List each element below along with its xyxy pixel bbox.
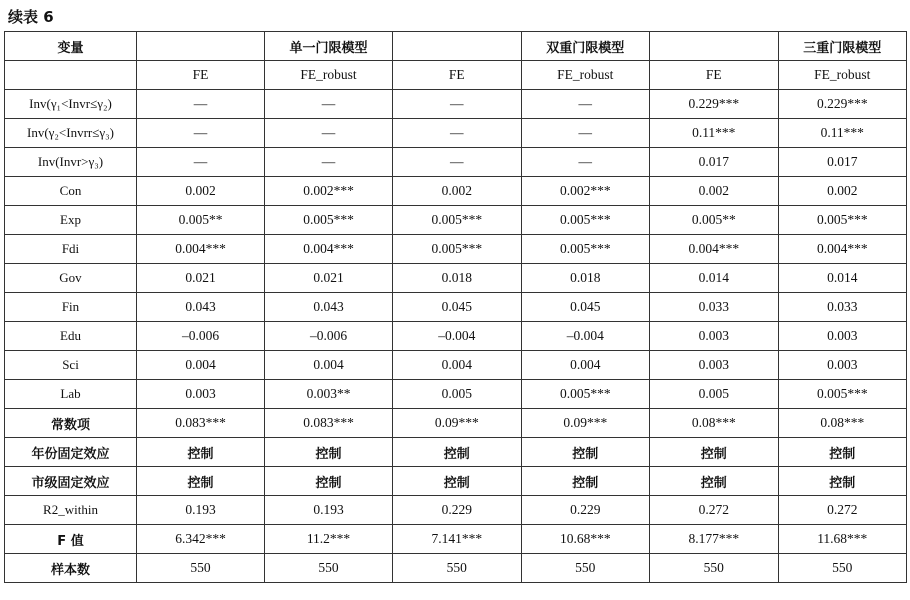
table-cell: 0.045 (393, 293, 522, 322)
table-cell: — (265, 148, 393, 177)
table-cell: 0.021 (265, 264, 393, 293)
row-variable-label: 市级固定效应 (5, 467, 137, 496)
model-header: FE (650, 61, 779, 90)
table-cell: 0.229*** (778, 90, 907, 119)
row-variable-label: Inv(γ₂<Invrr≤γ₃) (5, 119, 137, 148)
table-cell: 0.045 (521, 293, 650, 322)
table-cell: — (393, 90, 522, 119)
regression-table (4, 31, 907, 583)
table-cell: 0.003 (650, 351, 779, 380)
table-cell: 0.005 (650, 380, 779, 409)
table-cell: — (521, 148, 650, 177)
row-variable-label: Inv(γ₁<Invr≤γ₂) (5, 90, 137, 119)
group-header-spacer-1 (137, 32, 265, 61)
table-cell: 控制 (650, 467, 779, 496)
table-row (5, 554, 907, 583)
table-caption: 续表 6 (8, 8, 54, 26)
model-header: FE_robust (265, 61, 393, 90)
table-cell: 0.11*** (650, 119, 779, 148)
table-row (5, 90, 907, 119)
table-cell: 0.229 (521, 496, 650, 525)
table-cell: 控制 (650, 438, 779, 467)
table-cell: — (265, 90, 393, 119)
table-row (5, 206, 907, 235)
table-cell: 控制 (393, 438, 522, 467)
table-row (5, 467, 907, 496)
table-cell: 0.014 (650, 264, 779, 293)
table-cell: 0.004*** (265, 235, 393, 264)
table-cell: 0.229 (393, 496, 522, 525)
table-cell: 控制 (137, 467, 265, 496)
table-cell: 0.043 (265, 293, 393, 322)
table-cell: 0.229*** (650, 90, 779, 119)
table-cell: 0.004 (137, 351, 265, 380)
table-cell: 控制 (521, 438, 650, 467)
table-cell: 0.08*** (778, 409, 907, 438)
table-cell: 0.002 (650, 177, 779, 206)
row-variable-label: F 值 (5, 525, 137, 554)
table-cell: 8.177*** (650, 525, 779, 554)
table-row (5, 438, 907, 467)
table-cell: 550 (393, 554, 522, 583)
row-variable-label: 样本数 (5, 554, 137, 583)
table-cell: 0.033 (650, 293, 779, 322)
table-cell: 0.003 (137, 380, 265, 409)
table-cell: 0.004*** (137, 235, 265, 264)
table-cell: 0.004*** (650, 235, 779, 264)
table-cell: — (393, 119, 522, 148)
table-cell: 控制 (778, 467, 907, 496)
table-cell: 0.005*** (521, 380, 650, 409)
row-variable-label: Edu (5, 322, 137, 351)
table-cell: 0.193 (265, 496, 393, 525)
model-header: FE (137, 61, 265, 90)
table-cell: 0.002 (393, 177, 522, 206)
table-cell: 0.014 (778, 264, 907, 293)
table-row (5, 322, 907, 351)
table-cell: 0.005*** (778, 380, 907, 409)
table-cell: 0.003 (778, 351, 907, 380)
row-variable-label: R2_within (5, 496, 137, 525)
table-cell: 10.68*** (521, 525, 650, 554)
row-variable-label: Con (5, 177, 137, 206)
table-cell: — (393, 148, 522, 177)
table-row (5, 293, 907, 322)
table-cell: — (137, 148, 265, 177)
row-variable-label: Inv(Invr>γ₃) (5, 148, 137, 177)
table-cell: 0.021 (137, 264, 265, 293)
row-variable-label: 常数项 (5, 409, 137, 438)
table-cell: 550 (650, 554, 779, 583)
table-cell: 控制 (521, 467, 650, 496)
table-cell: 550 (778, 554, 907, 583)
table-cell: 0.005*** (265, 206, 393, 235)
row-variable-label: Exp (5, 206, 137, 235)
variable-header: 变量 (5, 32, 137, 61)
table-row (5, 148, 907, 177)
model-header: FE_robust (778, 61, 907, 90)
model-header: FE (393, 61, 522, 90)
table-cell: 0.018 (393, 264, 522, 293)
group-header-triple-threshold: 三重门限模型 (778, 32, 907, 61)
model-header-blank (5, 61, 137, 90)
table-cell: 0.004 (393, 351, 522, 380)
table-cell: 控制 (137, 438, 265, 467)
row-variable-label: Fin (5, 293, 137, 322)
table-cell: 0.002*** (521, 177, 650, 206)
table-cell: –0.004 (521, 322, 650, 351)
row-variable-label: Gov (5, 264, 137, 293)
table-cell: 0.017 (650, 148, 779, 177)
table-row (5, 264, 907, 293)
table-cell: 0.005*** (393, 206, 522, 235)
table-cell: 0.005 (393, 380, 522, 409)
table-cell: 7.141*** (393, 525, 522, 554)
table-row (5, 119, 907, 148)
table-cell: — (137, 90, 265, 119)
table-row (5, 496, 907, 525)
table-row (5, 380, 907, 409)
table-cell: 550 (521, 554, 650, 583)
header-row-groups (5, 32, 907, 61)
table-cell: 0.083*** (137, 409, 265, 438)
group-header-double-threshold: 双重门限模型 (521, 32, 650, 61)
table-cell: 0.004*** (778, 235, 907, 264)
table-cell: 0.043 (137, 293, 265, 322)
table-row (5, 525, 907, 554)
table-cell: 0.272 (778, 496, 907, 525)
row-variable-label: Lab (5, 380, 137, 409)
table-cell: 0.004 (265, 351, 393, 380)
table-cell: 0.033 (778, 293, 907, 322)
table-cell: 0.002*** (265, 177, 393, 206)
table-cell: — (521, 119, 650, 148)
table-cell: 0.005*** (521, 235, 650, 264)
table-cell: 0.018 (521, 264, 650, 293)
table-cell: 550 (137, 554, 265, 583)
table-cell: –0.006 (265, 322, 393, 351)
table-cell: 0.005** (650, 206, 779, 235)
header-row-models (5, 61, 907, 90)
table-cell: 6.342*** (137, 525, 265, 554)
group-header-single-threshold: 单一门限模型 (265, 32, 393, 61)
table-row (5, 351, 907, 380)
table-cell: — (137, 119, 265, 148)
row-variable-label: Sci (5, 351, 137, 380)
table-row (5, 235, 907, 264)
group-header-spacer-3 (650, 32, 779, 61)
table-cell: 0.004 (521, 351, 650, 380)
table-cell: 0.005*** (393, 235, 522, 264)
table-cell: 0.002 (778, 177, 907, 206)
table-cell: 0.08*** (650, 409, 779, 438)
table-cell: 0.272 (650, 496, 779, 525)
table-cell: — (521, 90, 650, 119)
row-variable-label: Fdi (5, 235, 137, 264)
table-cell: 0.083*** (265, 409, 393, 438)
table-cell: 0.193 (137, 496, 265, 525)
group-header-spacer-2 (393, 32, 522, 61)
table-cell: 0.002 (137, 177, 265, 206)
table-cell: 控制 (393, 467, 522, 496)
table-cell: –0.004 (393, 322, 522, 351)
table-cell: 0.003 (778, 322, 907, 351)
table-cell: 控制 (778, 438, 907, 467)
table-row (5, 409, 907, 438)
table-cell: 11.68*** (778, 525, 907, 554)
table-cell: 控制 (265, 467, 393, 496)
table-row (5, 177, 907, 206)
table-cell: 11.2*** (265, 525, 393, 554)
table-cell: 0.003** (265, 380, 393, 409)
table-cell: 550 (265, 554, 393, 583)
table-cell: 0.09*** (393, 409, 522, 438)
table-cell: 0.005** (137, 206, 265, 235)
table-cell: 0.005*** (778, 206, 907, 235)
model-header: FE_robust (521, 61, 650, 90)
row-variable-label: 年份固定效应 (5, 438, 137, 467)
table-cell: 0.11*** (778, 119, 907, 148)
table-cell: — (265, 119, 393, 148)
table-cell: 0.09*** (521, 409, 650, 438)
table-cell: 控制 (265, 438, 393, 467)
table-cell: –0.006 (137, 322, 265, 351)
table-cell: 0.017 (778, 148, 907, 177)
table-cell: 0.003 (650, 322, 779, 351)
table-cell: 0.005*** (521, 206, 650, 235)
